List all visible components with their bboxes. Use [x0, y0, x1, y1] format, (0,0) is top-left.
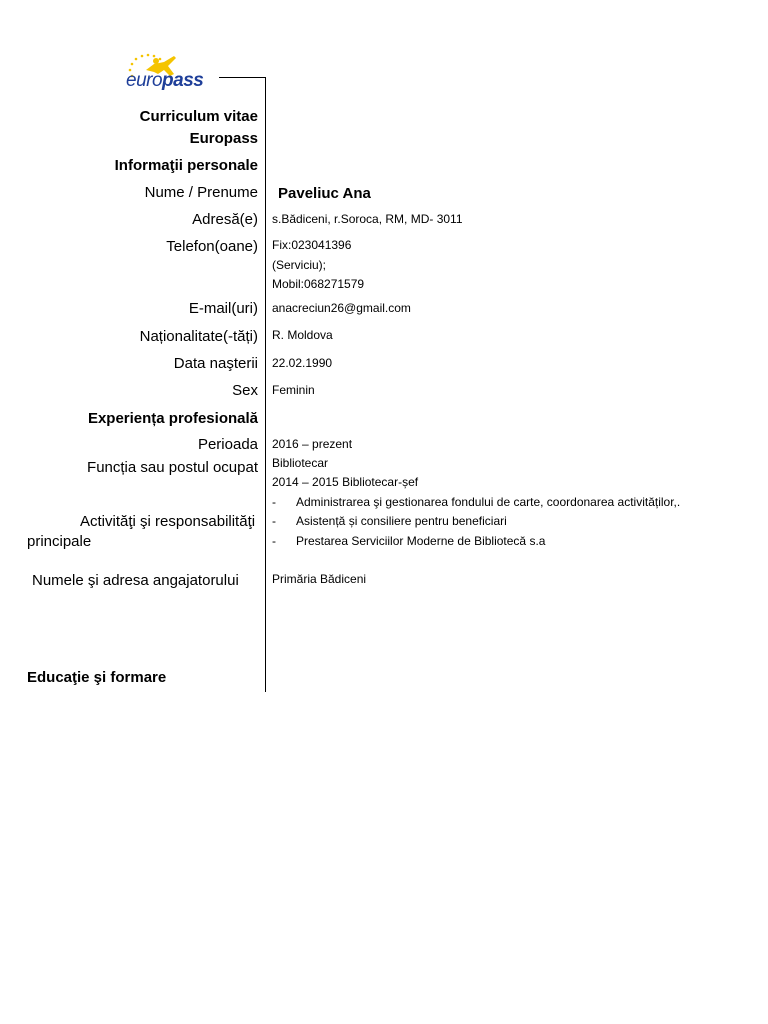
- header-rule: [219, 77, 266, 78]
- experience-heading: Experiența profesională: [87, 410, 258, 427]
- personal-info-heading: Informaţii personale: [114, 157, 258, 174]
- job-value: Bibliotecar: [272, 456, 329, 470]
- activities-label-line1: Activităţi şi responsabilităţi: [80, 513, 256, 530]
- cv-title-line2: Europass: [189, 130, 258, 147]
- list-item-bullet: -: [272, 495, 276, 509]
- list-item-bullet: -: [272, 514, 276, 528]
- europass-wordmark: europass: [126, 70, 204, 91]
- job-label: Funcția sau postul ocupat: [87, 459, 258, 476]
- job-previous: 2014 – 2015 Bibliotecar-șef: [272, 475, 419, 489]
- education-heading: Educaţie şi formare: [27, 669, 167, 686]
- cv-title-line1: Curriculum vitae: [139, 108, 258, 125]
- phone-fixed: Fix:023041396: [272, 238, 352, 252]
- name-label: Nume / Prenume: [144, 184, 258, 201]
- nationality-value: R. Moldova: [272, 328, 333, 342]
- phone-note: (Serviciu);: [272, 258, 327, 272]
- period-value: 2016 – prezent: [272, 437, 353, 451]
- employer-label: Numele şi adresa angajatorului: [32, 572, 239, 589]
- sex-label: Sex: [232, 382, 258, 399]
- phone-mobile: Mobil:068271579: [272, 277, 365, 291]
- activities-label-line2: principale: [27, 533, 92, 550]
- nationality-label: Naționalitate(-tăți): [139, 328, 258, 345]
- sex-value: Feminin: [272, 383, 315, 397]
- employer-value: Primăria Bădiceni: [272, 572, 367, 586]
- email-label: E-mail(uri): [188, 300, 258, 317]
- europass-logo: [124, 52, 220, 98]
- phone-label: Telefon(oane): [166, 238, 258, 255]
- address-label: Adresă(e): [192, 211, 258, 228]
- list-item-bullet: -: [272, 534, 276, 548]
- column-divider: [265, 77, 266, 692]
- birthdate-label: Data naşterii: [173, 355, 258, 372]
- list-item: Prestarea Serviciilor Moderne de Bibliotecă s.a: [296, 534, 546, 548]
- birthdate-value: 22.02.1990: [272, 356, 333, 370]
- name-value: Paveliuc Ana: [278, 185, 371, 202]
- list-item: Administrarea şi gestionarea fondului de carte, coordonarea activităților,.: [296, 495, 681, 509]
- email-value: anacreciun26@gmail.com: [272, 301, 411, 315]
- list-item: Asistență și consiliere pentru beneficiari: [296, 514, 507, 528]
- period-label: Perioada: [197, 436, 258, 453]
- address-value: s.Bădiceni, r.Soroca, RM, MD- 3011: [272, 212, 463, 226]
